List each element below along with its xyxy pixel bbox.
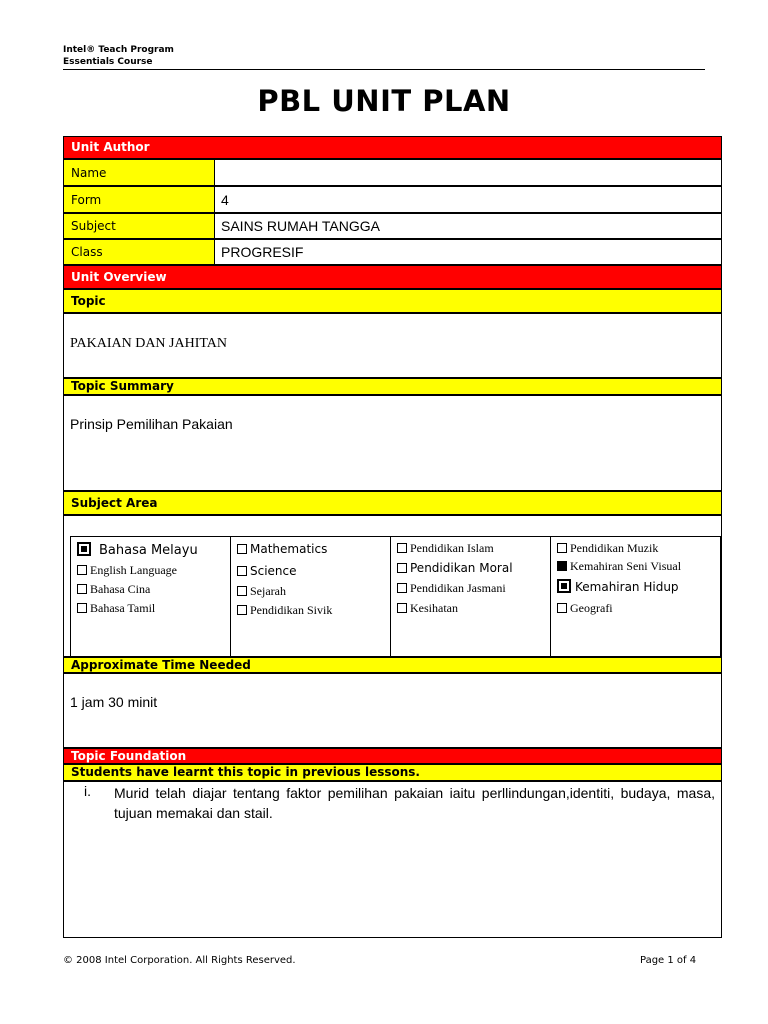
author-row-subject xyxy=(63,213,722,239)
checkbox-icon[interactable] xyxy=(397,543,407,553)
topic-heading: Topic xyxy=(63,289,722,313)
subject-column-4 xyxy=(551,537,722,656)
topic-summary-box xyxy=(63,395,722,491)
checkbox-icon[interactable] xyxy=(77,603,87,613)
time-needed-box xyxy=(63,673,722,748)
subject-area-heading: Subject Area xyxy=(63,491,722,515)
subject-column-2 xyxy=(231,537,391,656)
footer-copyright: © 2008 Intel Corporation. All Rights Reserved. xyxy=(63,955,296,966)
subject-bahasa-tamil[interactable]: Bahasa Tamil xyxy=(77,601,155,616)
checkbox-checked-icon[interactable] xyxy=(557,561,567,571)
subject-bahasa-melayu[interactable]: Bahasa Melayu xyxy=(77,542,198,558)
subject-pendidikan-moral[interactable]: Pendidikan Moral xyxy=(397,561,513,575)
subject-pendidikan-sivik[interactable]: Pendidikan Sivik xyxy=(237,603,332,618)
footer-page-number: Page 1 of 4 xyxy=(640,955,697,966)
unit-overview-heading: Unit Overview xyxy=(63,265,722,289)
checkbox-icon[interactable] xyxy=(237,586,247,596)
header-course: Essentials Course xyxy=(63,57,153,67)
author-label-form: Form xyxy=(64,187,215,212)
author-value-subject[interactable]: SAINS RUMAH TANGGA xyxy=(221,218,380,234)
subject-pendidikan-jasmani[interactable]: Pendidikan Jasmani xyxy=(397,581,506,596)
author-row-form xyxy=(63,186,722,213)
foundation-item-marker: i. xyxy=(84,783,91,799)
author-label-subject: Subject xyxy=(64,214,215,238)
time-needed-heading: Approximate Time Needed xyxy=(63,657,722,673)
header-program: Intel® Teach Program xyxy=(63,45,174,55)
checkbox-icon[interactable] xyxy=(557,543,567,553)
checkbox-checked-icon[interactable] xyxy=(77,542,91,556)
topic-value[interactable]: PAKAIAN DAN JAHITAN xyxy=(70,336,228,351)
subject-kemahiran-hidup[interactable]: Kemahiran Hidup xyxy=(557,579,679,594)
subject-kemahiran-seni-visual[interactable]: Kemahiran Seni Visual xyxy=(557,559,681,574)
topic-foundation-box xyxy=(63,781,722,938)
subject-pendidikan-muzik[interactable]: Pendidikan Muzik xyxy=(557,541,658,556)
author-label-class: Class xyxy=(64,240,215,264)
checkbox-icon[interactable] xyxy=(237,566,247,576)
checkbox-icon[interactable] xyxy=(237,605,247,615)
subject-bahasa-cina[interactable]: Bahasa Cina xyxy=(77,582,150,597)
subject-area-grid xyxy=(70,536,721,657)
topic-foundation-heading: Topic Foundation xyxy=(63,748,722,764)
subject-column-3 xyxy=(391,537,551,656)
checkbox-icon[interactable] xyxy=(397,563,407,573)
page-title: PBL UNIT PLAN xyxy=(257,84,511,118)
topic-box xyxy=(63,313,722,378)
checkbox-icon[interactable] xyxy=(557,603,567,613)
subject-english-language[interactable]: English Language xyxy=(77,563,177,578)
checkbox-checked-icon[interactable] xyxy=(557,579,571,593)
checkbox-icon[interactable] xyxy=(397,583,407,593)
topic-foundation-subheading: Students have learnt this topic in previous lessons. xyxy=(63,764,722,781)
author-value-form[interactable]: 4 xyxy=(221,191,229,208)
subject-sejarah[interactable]: Sejarah xyxy=(237,584,286,599)
foundation-item-text[interactable]: Murid telah diajar tentang faktor pemilihan pakaian iaitu perllindungan,identiti, budaya, masa, tujuan memakai dan stail. xyxy=(114,785,715,821)
author-label-name: Name xyxy=(64,160,215,185)
author-row-class xyxy=(63,239,722,265)
checkbox-icon[interactable] xyxy=(77,584,87,594)
checkbox-icon[interactable] xyxy=(77,565,87,575)
checkbox-icon[interactable] xyxy=(237,544,247,554)
document-header xyxy=(63,44,705,70)
subject-mathematics[interactable]: Mathematics xyxy=(237,542,327,556)
unit-author-heading: Unit Author xyxy=(63,136,722,159)
subject-kesihatan[interactable]: Kesihatan xyxy=(397,601,458,616)
subject-pendidikan-islam[interactable]: Pendidikan Islam xyxy=(397,541,494,556)
topic-summary-value[interactable]: Prinsip Pemilihan Pakaian xyxy=(70,416,233,432)
time-needed-value[interactable]: 1 jam 30 minit xyxy=(70,694,158,710)
subject-science[interactable]: Science xyxy=(237,564,297,578)
subject-column-1 xyxy=(71,537,231,656)
topic-summary-heading: Topic Summary xyxy=(63,378,722,395)
checkbox-icon[interactable] xyxy=(397,603,407,613)
author-row-name xyxy=(63,159,722,186)
subject-geografi[interactable]: Geografi xyxy=(557,601,613,616)
author-value-class[interactable]: PROGRESIF xyxy=(221,244,304,260)
